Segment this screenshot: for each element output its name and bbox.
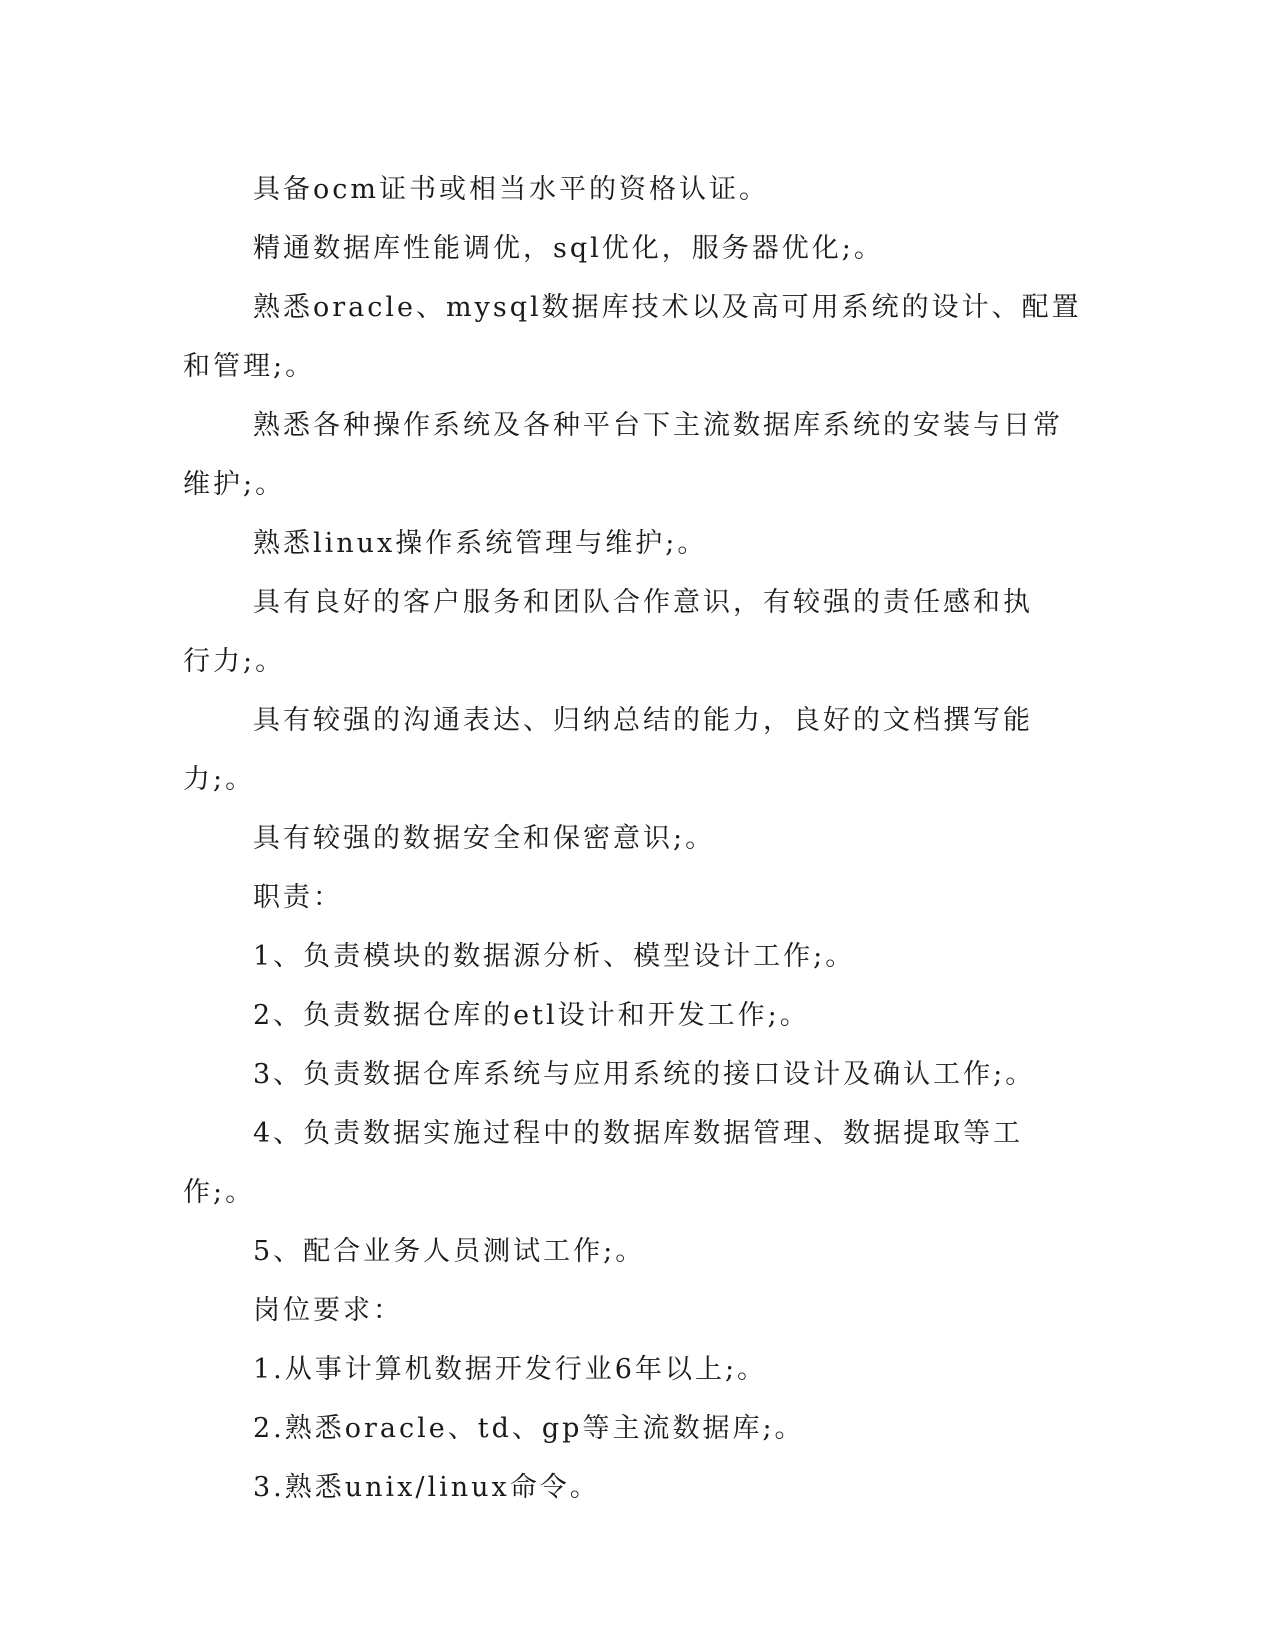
heading-requirements: 岗位要求： [253, 1295, 403, 1326]
heading-duties: 职责： [253, 882, 343, 913]
paragraph-certification: 具备ocm证书或相当水平的资格认证。 [253, 174, 769, 205]
list-item-duty-3: 3、负责数据仓库系统与应用系统的接口设计及确认工作;。 [253, 1059, 1036, 1090]
list-item-duty-4: 4、负责数据实施过程中的数据库数据管理、数据提取等工作;。 [183, 1118, 1024, 1208]
list-item-requirement-1: 1.从事计算机数据开发行业6年以上;。 [253, 1354, 768, 1385]
document-body [183, 160, 1083, 1517]
paragraph-os-platforms: 熟悉各种操作系统及各种平台下主流数据库系统的安装与日常维护;。 [183, 410, 1063, 500]
list-item-requirement-3: 3.熟悉unix/linux命令。 [253, 1472, 600, 1503]
paragraph-linux: 熟悉linux操作系统管理与维护;。 [253, 528, 708, 559]
paragraph-communication: 具有较强的沟通表达、归纳总结的能力，良好的文档撰写能力;。 [183, 705, 1033, 795]
paragraph-performance-tuning: 精通数据库性能调优，sql优化，服务器优化;。 [253, 233, 884, 264]
list-item-duty-1: 1、负责模块的数据源分析、模型设计工作;。 [253, 941, 856, 972]
list-item-duty-5: 5、配合业务人员测试工作;。 [253, 1236, 646, 1267]
list-item-duty-2: 2、负责数据仓库的etl设计和开发工作;。 [253, 1000, 810, 1031]
paragraph-teamwork: 具有良好的客户服务和团队合作意识，有较强的责任感和执行力;。 [183, 587, 1033, 677]
paragraph-oracle-mysql: 熟悉oracle、mysql数据库技术以及高可用系统的设计、配置和管理;。 [183, 292, 1082, 382]
list-item-requirement-2: 2.熟悉oracle、td、gp等主流数据库;。 [253, 1413, 805, 1444]
paragraph-security: 具有较强的数据安全和保密意识;。 [253, 823, 716, 854]
